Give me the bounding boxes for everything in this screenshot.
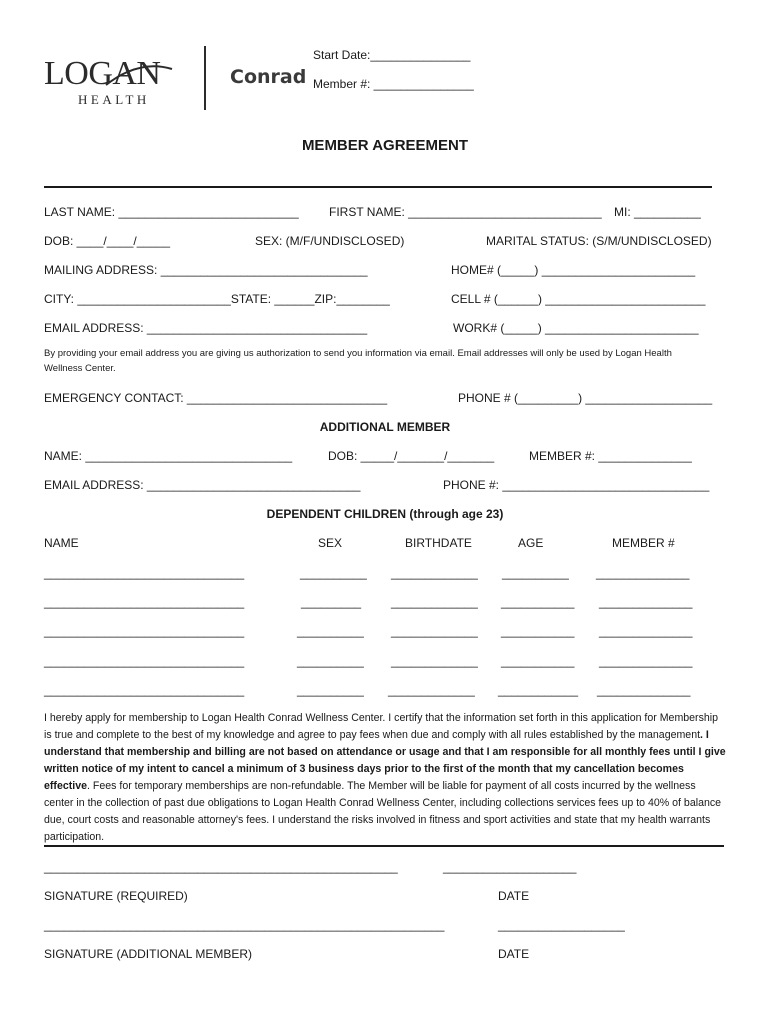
sex-field[interactable]: SEX: (M/F/UNDISCLOSED) <box>255 234 405 248</box>
additional-member-heading: ADDITIONAL MEMBER <box>319 420 451 434</box>
conrad-logo-text: Conrad <box>230 66 307 88</box>
email-address-field[interactable]: EMAIL ADDRESS: _________________________________ <box>44 321 368 335</box>
dependent-member-line[interactable]: ______________ <box>596 566 690 580</box>
dependent-name-line[interactable]: ______________________________ <box>44 683 245 697</box>
agreement-text-part3: . Fees for temporary memberships are non-refundable. The Member will be liable for payment of all costs incurred by the wellness center in the collection of past due obligations to Logan Health Conrad Wellness Center, including collections services fees up to 40% of balance due, court costs and reasonable attorney's fees. I understand the risks involved in fitness and sport activities and state that my health warrants participation. <box>44 780 722 843</box>
additional-date-line[interactable]: ___________________ <box>498 918 625 932</box>
date-label: DATE <box>498 889 530 903</box>
cell-phone-field[interactable]: CELL # (______) ________________________ <box>451 292 706 306</box>
dob-field[interactable]: DOB: ____/____/_____ <box>44 234 171 248</box>
mi-field[interactable]: MI: __________ <box>614 205 701 219</box>
start-date-field[interactable]: Start Date:_______________ <box>313 48 471 62</box>
additional-member-number-field[interactable]: MEMBER #: ______________ <box>529 449 692 463</box>
dependent-birthdate-line[interactable]: _____________ <box>391 624 478 638</box>
dependent-age-line[interactable]: ___________ <box>501 624 575 638</box>
additional-email-field[interactable]: EMAIL ADDRESS: ________________________________ <box>44 478 361 492</box>
marital-status-field[interactable]: MARITAL STATUS: (S/M/UNDISCLOSED) <box>486 234 712 248</box>
dependent-name-line[interactable]: ______________________________ <box>44 654 245 668</box>
column-header-member: MEMBER # <box>612 536 675 550</box>
dependent-birthdate-line[interactable]: _____________ <box>388 683 475 697</box>
dependent-sex-line[interactable]: __________ <box>300 566 367 580</box>
dependent-birthdate-line[interactable]: _____________ <box>391 595 478 609</box>
logo-divider <box>204 46 206 110</box>
agreement-divider <box>44 845 724 847</box>
dependent-member-line[interactable]: ______________ <box>599 654 693 668</box>
dependent-sex-line[interactable]: __________ <box>297 683 364 697</box>
date-line[interactable]: ____________________ <box>443 860 577 874</box>
dependent-age-line[interactable]: ____________ <box>498 683 579 697</box>
signature-required-label: SIGNATURE (REQUIRED) <box>44 889 188 903</box>
dependent-name-line[interactable]: ______________________________ <box>44 624 245 638</box>
dependent-name-line[interactable]: ______________________________ <box>44 595 245 609</box>
dependent-age-line[interactable]: ___________ <box>501 654 575 668</box>
dependent-member-line[interactable]: ______________ <box>599 624 693 638</box>
additional-name-field[interactable]: NAME: _______________________________ <box>44 449 293 463</box>
agreement-text-part1: I hereby apply for membership to Logan Health Conrad Wellness Center. I certify that the information set forth in this application for Membership is true and complete to the best of my knowledge and agree to pay fees when due and comply with all rules established by the management <box>44 712 719 741</box>
work-phone-field[interactable]: WORK# (_____) _______________________ <box>453 321 699 335</box>
emergency-phone-field[interactable]: PHONE # (_________) ___________________ <box>458 391 713 405</box>
agreement-text-bold: . I understand that membership and billing are not based on attendance or usage and that I am responsible for all monthly fees until I give written notice of my intent to cancel a minimum of 3 business days prior to the first of the month that my cancellation becomes effective <box>44 729 726 792</box>
dependent-member-line[interactable]: ______________ <box>599 595 693 609</box>
dependents-heading: DEPENDENT CHILDREN (through age 23) <box>266 507 504 521</box>
dependent-sex-line[interactable]: __________ <box>297 624 364 638</box>
title-divider <box>44 186 712 188</box>
agreement-paragraph <box>44 710 726 846</box>
additional-signature-line[interactable]: ____________________________________________________________ <box>44 918 445 932</box>
additional-date-label: DATE <box>498 947 530 961</box>
signature-additional-label: SIGNATURE (ADDITIONAL MEMBER) <box>44 947 253 961</box>
dependent-birthdate-line[interactable]: _____________ <box>391 566 478 580</box>
email-authorization-note: By providing your email address you are giving us authorization to send you information via email. Email addresses will only be used by Logan Health Wellness Center. <box>44 348 672 374</box>
column-header-name: NAME <box>44 536 79 550</box>
dependent-member-line[interactable]: ______________ <box>597 683 691 697</box>
first-name-field[interactable]: FIRST NAME: _____________________________ <box>329 205 602 219</box>
dependent-name-line[interactable]: ______________________________ <box>44 566 245 580</box>
dependent-age-line[interactable]: __________ <box>502 566 569 580</box>
mailing-address-field[interactable]: MAILING ADDRESS: _______________________________ <box>44 263 368 277</box>
column-header-birthdate: BIRTHDATE <box>405 536 472 550</box>
page-title: MEMBER AGREEMENT <box>301 137 469 154</box>
column-header-sex: SEX <box>318 536 343 550</box>
last-name-field[interactable]: LAST NAME: ___________________________ <box>44 205 299 219</box>
additional-dob-field[interactable]: DOB: _____/_______/_______ <box>328 449 495 463</box>
column-header-age: AGE <box>518 536 544 550</box>
member-number-field[interactable]: Member #: _______________ <box>313 77 474 91</box>
health-logo-text: HEALTH <box>78 92 150 107</box>
city-state-zip-field[interactable]: CITY: _______________________STATE: ______ZIP:________ <box>44 292 390 306</box>
dependent-sex-line[interactable]: __________ <box>297 654 364 668</box>
dependent-age-line[interactable]: ___________ <box>501 595 575 609</box>
dependent-birthdate-line[interactable]: _____________ <box>391 654 478 668</box>
logo-swoosh-icon <box>44 55 184 95</box>
logan-logo-text: LOGAN <box>44 55 161 92</box>
dependent-sex-line[interactable]: _________ <box>301 595 362 609</box>
additional-phone-field[interactable]: PHONE #: _______________________________ <box>443 478 710 492</box>
emergency-contact-field[interactable]: EMERGENCY CONTACT: ______________________________ <box>44 391 388 405</box>
signature-line[interactable]: _____________________________________________________ <box>44 860 398 874</box>
home-phone-field[interactable]: HOME# (_____) _______________________ <box>451 263 696 277</box>
